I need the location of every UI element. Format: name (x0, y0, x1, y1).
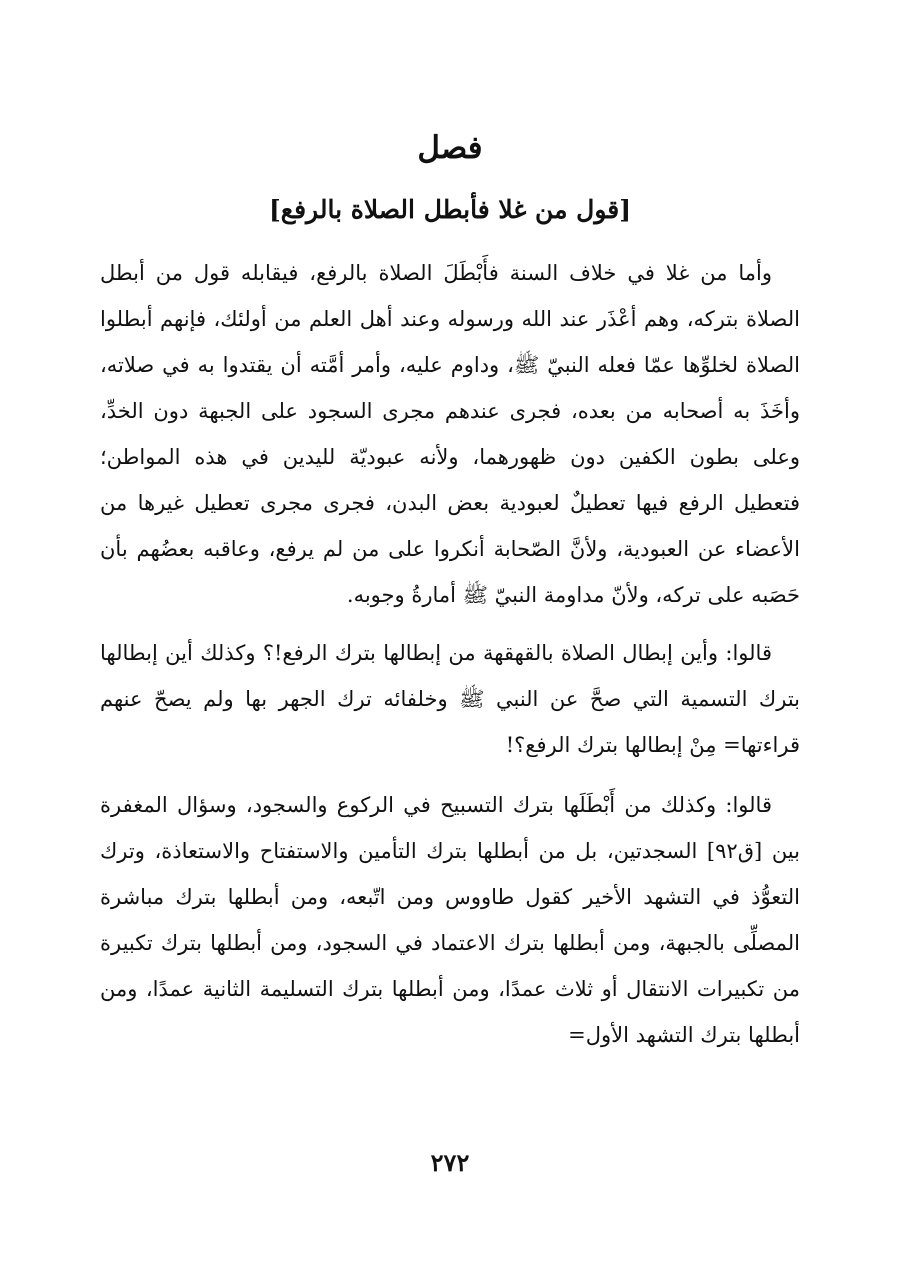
section-heading: [قول من غلا فأبطل الصلاة بالرفع] (268, 195, 632, 224)
book-page (100, 0, 800, 1271)
paragraph: قالوا: وكذلك من أَبْطَلَها بترك التسبيح في الركوع والسجود، وسؤال المغفرة بين [ق٩٢] السجدتين، بل من أبطلها بترك التأمين والاستفتاح والاستعاذة، وترك التعوُّذ في التشهد الأخير كقول طاووس ومن اتّبعه، ومن أبطلها بترك مباشرة المصلِّى بالجبهة، ومن أبطلها بترك الاعتماد في السجود، ومن أبطلها بترك تكبيرة من تكبيرات الانتقال أو ثلاث عمدًا، ومن أبطلها بترك التسليمة الثانية عمدًا، ومن أبطلها بترك التشهد الأول= (100, 793, 800, 1047)
body-text (100, 250, 800, 1058)
paragraph: قالوا: وأين إبطال الصلاة بالقهقهة من إبطالها بترك الرفع!؟ وكذلك أين إبطالها بترك التسمية التي صحَّ عن النبي ﷺ وخلفائه ترك الجهر بها ولم يصحّ عنهم قراءتها= مِنْ إبطالها بترك الرفع؟! (100, 641, 800, 757)
page-number: ٢٧٢ (430, 1148, 470, 1177)
paragraph: وأما من غلا في خلاف السنة فأَبْطَلَ الصلاة بالرفع، فيقابله قول من أبطل الصلاة بتركه، وهم أعْذَر عند الله ورسوله وعند أهل العلم من أولئك، فإنهم أبطلوا الصلاة لخلوِّها عمّا فعله النبيّ ﷺ، وداوم عليه، وأمر أمَّته أن يقتدوا به في صلاته، وأخَذَ به أصحابه من بعده، فجرى عندهم مجرى السجود على الجبهة دون الخدِّ، وعلى بطون الكفين دون ظهورهما، ولأنه عبوديّة لليدين في هذه المواطن؛ فتعطيل الرفع فيها تعطيلٌ لعبودية بعض البدن، فجرى مجرى تعطيل غيرها من الأعضاء عن العبودية، ولأنَّ الصّحابة أنكروا على من لم يرفع، وعاقبه بعضُهم بأن حَصَبه على تركه، ولأنّ مداومة النبيّ ﷺ أمارةُ وجوبه. (100, 261, 800, 607)
chapter-title: فصل (417, 130, 483, 166)
